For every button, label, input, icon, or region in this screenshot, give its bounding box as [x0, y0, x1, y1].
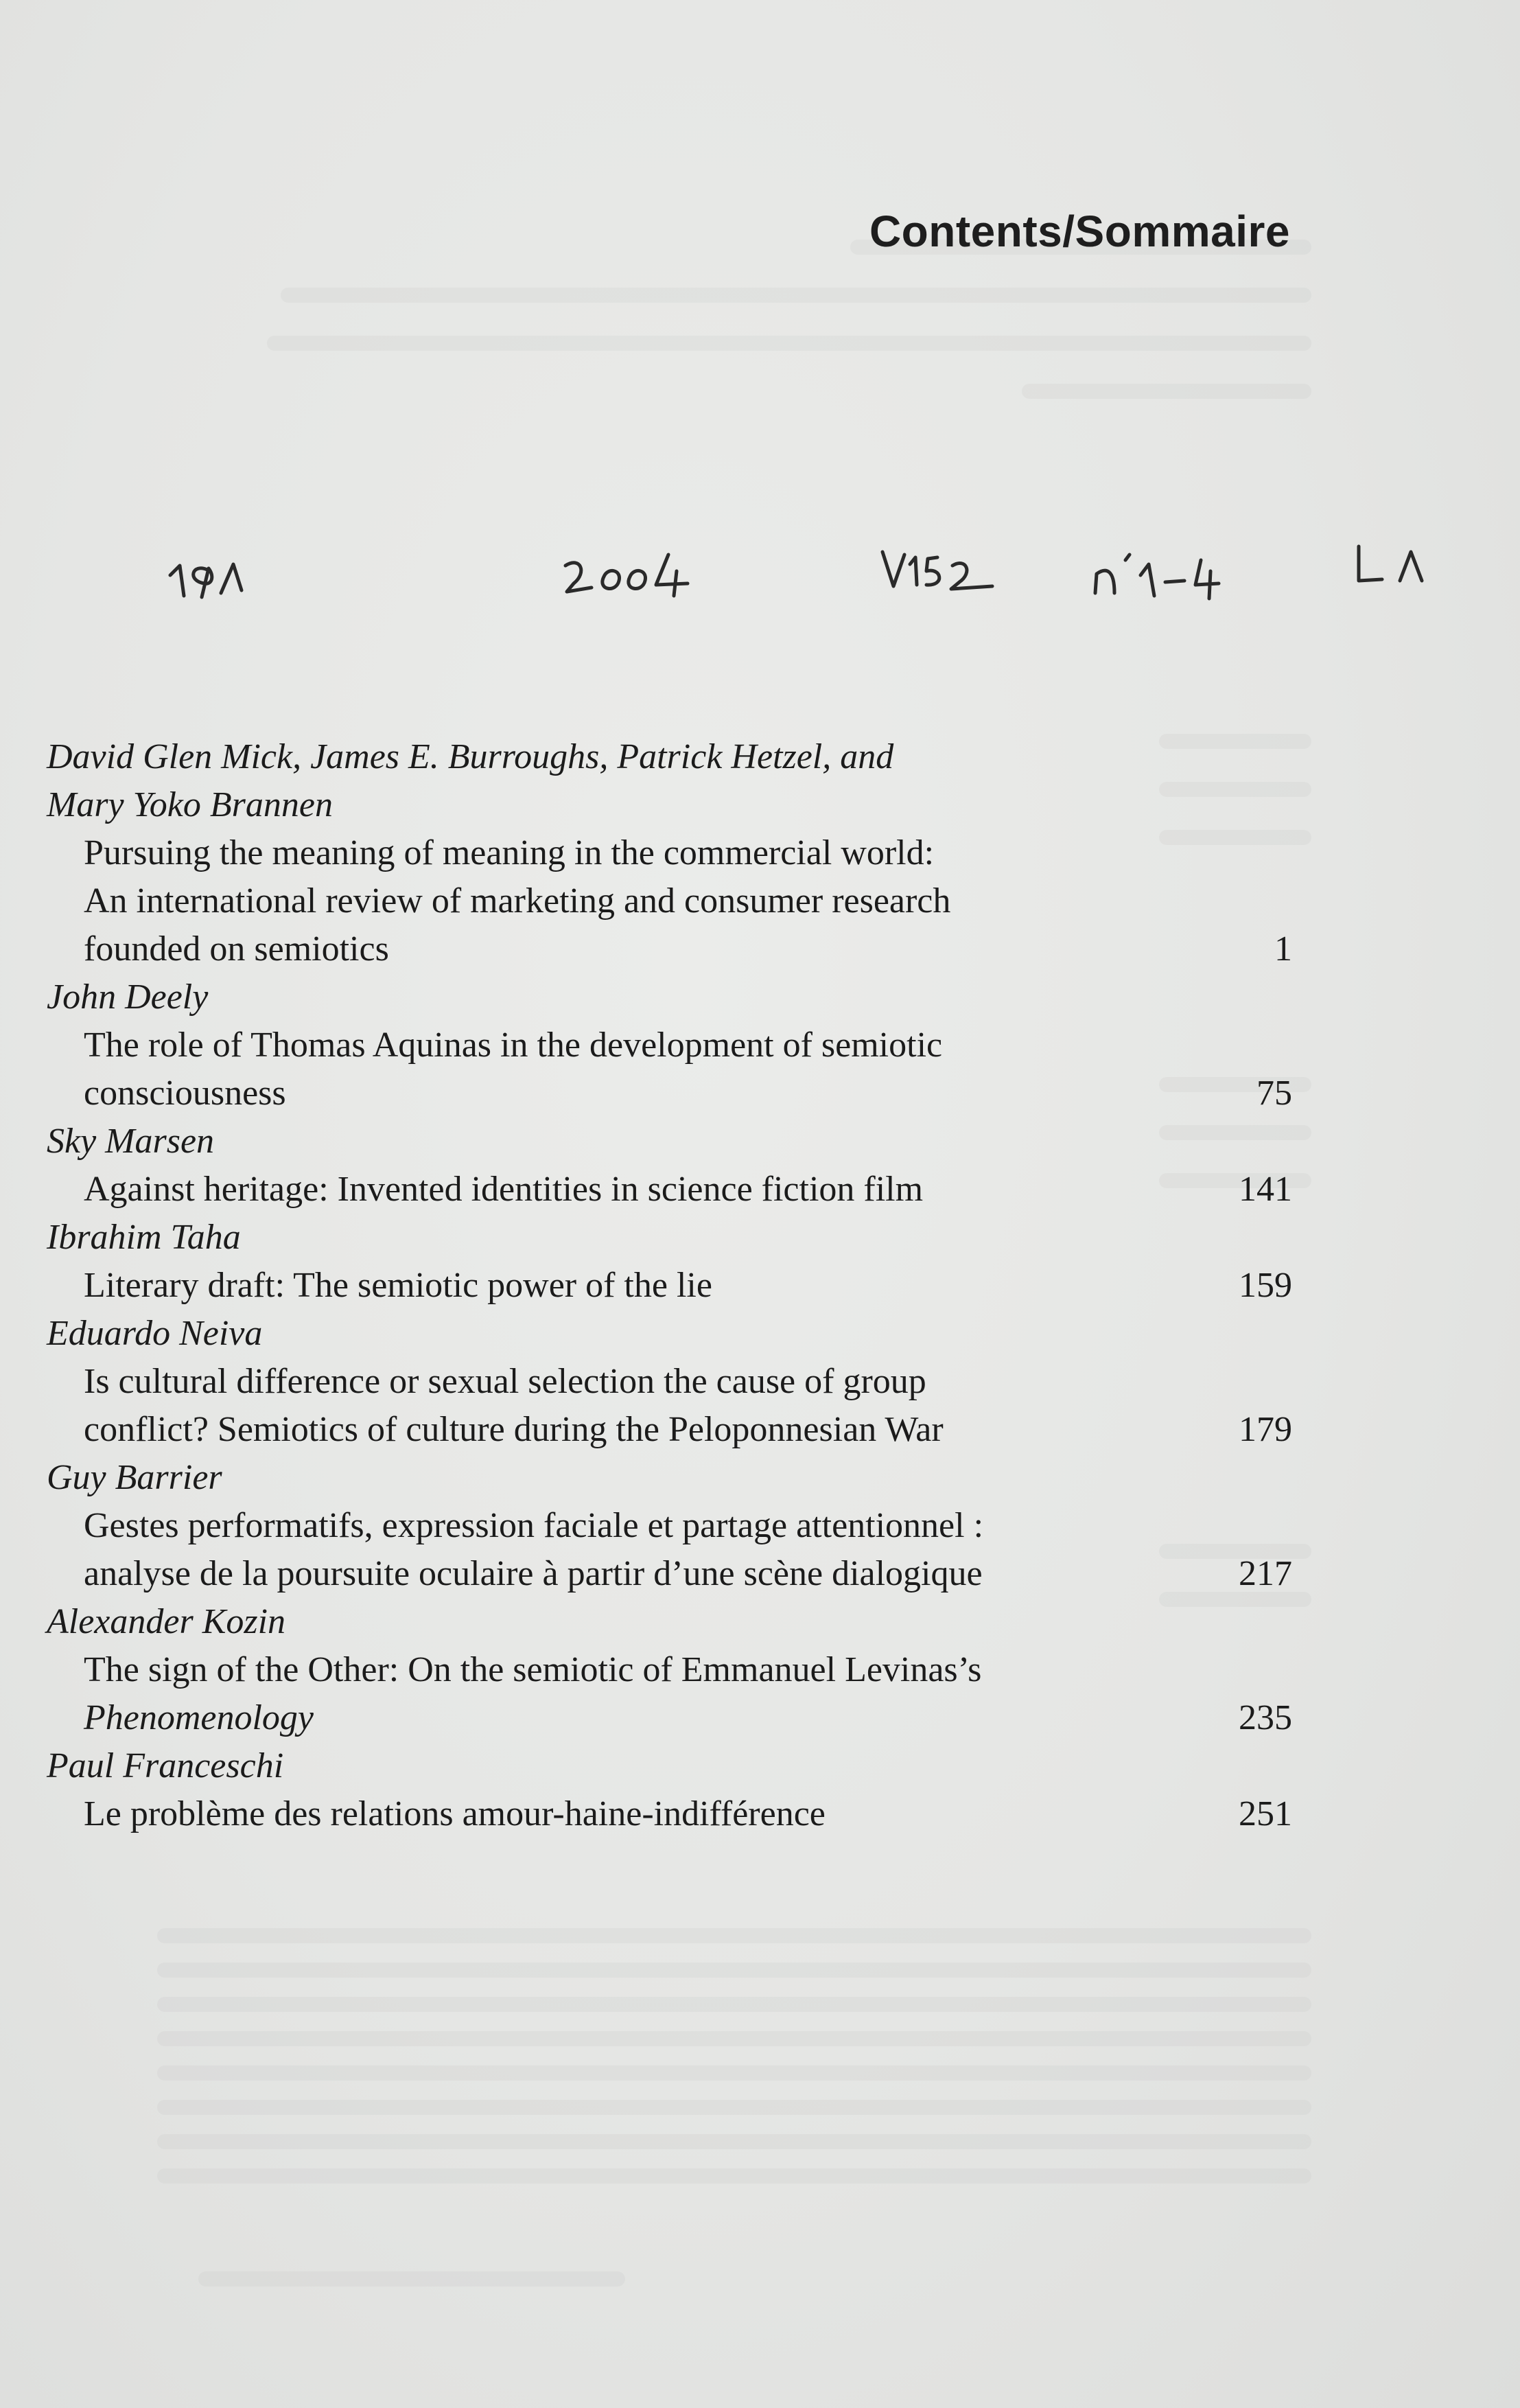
handwritten-note-item — [1359, 546, 1422, 581]
toc-author: Mary Yoko Brannen — [47, 785, 333, 824]
toc-author: Eduardo Neiva — [47, 1314, 263, 1353]
toc-title-text: An international review of marketing and consumer research — [84, 881, 951, 921]
toc-title-text: consciousness — [84, 1074, 286, 1113]
toc-entry — [47, 1742, 1292, 1838]
toc-title-text: Literary draft: The semiotic power of the lie — [84, 1266, 712, 1305]
toc-entry — [47, 973, 1292, 1118]
toc-title-text: Gestes performatifs, expression faciale et partage attentionnel : — [84, 1506, 984, 1545]
toc-entry — [47, 733, 1292, 973]
toc-page-number: 1 — [1274, 929, 1292, 969]
toc-title-text: Is cultural difference or sexual selection the cause of group — [84, 1362, 926, 1401]
handwritten-note — [0, 522, 1520, 611]
toc-title-line — [47, 1021, 1292, 1069]
toc-title-line — [47, 1069, 1292, 1118]
toc-title-line — [47, 877, 1292, 925]
toc-author: Sky Marsen — [47, 1122, 215, 1161]
toc-author: David Glen Mick, James E. Burroughs, Patrick Hetzel, and — [47, 737, 894, 776]
toc-author: Alexander Kozin — [47, 1602, 286, 1641]
toc-title-text: Phenomenology — [84, 1698, 314, 1737]
toc-title-line — [47, 829, 1292, 877]
toc-entry — [47, 1214, 1292, 1310]
toc-title-text: conflict? Semiotics of culture during the Peloponnesian War — [84, 1410, 944, 1449]
page-title: Contents/Sommaire — [869, 207, 1290, 256]
toc-title-line — [47, 1550, 1292, 1598]
toc-title-text: The sign of the Other: On the semiotic of Emmanuel Levinas’s — [84, 1650, 982, 1689]
toc-title-line — [47, 1502, 1292, 1550]
toc-entry — [47, 1454, 1292, 1598]
toc-page-number: 235 — [1239, 1698, 1292, 1737]
toc-title-line — [47, 1790, 1292, 1838]
toc-page-number: 75 — [1256, 1074, 1292, 1113]
toc-page-number: 179 — [1239, 1410, 1292, 1449]
toc-title-line — [47, 925, 1292, 973]
table-of-contents — [47, 733, 1292, 1838]
toc-entry — [47, 1310, 1292, 1454]
toc-entry — [47, 1598, 1292, 1742]
handwritten-note-item — [882, 552, 992, 589]
handwritten-note-item — [170, 564, 242, 597]
handwritten-note-item — [1095, 555, 1219, 599]
toc-page-number: 251 — [1239, 1794, 1292, 1833]
toc-title-text: Pursuing the meaning of meaning in the commercial world: — [84, 833, 935, 872]
toc-title-line — [47, 1646, 1292, 1694]
toc-title-text: Le problème des relations amour-haine-indifférence — [84, 1794, 826, 1833]
toc-author: Paul Franceschi — [47, 1746, 284, 1785]
toc-author: Ibrahim Taha — [47, 1218, 241, 1257]
handwritten-note-item — [565, 555, 688, 596]
toc-title-line — [47, 1694, 1292, 1742]
toc-title-line — [47, 1358, 1292, 1406]
toc-entry — [47, 1118, 1292, 1214]
toc-author: John Deely — [47, 977, 209, 1017]
toc-title-line — [47, 1406, 1292, 1454]
toc-title-text: Against heritage: Invented identities in science fiction film — [84, 1170, 924, 1209]
toc-author: Guy Barrier — [47, 1458, 222, 1497]
toc-title-text: The role of Thomas Aquinas in the development of semiotic — [84, 1026, 943, 1065]
toc-title-line — [47, 1166, 1292, 1214]
toc-title-line — [47, 1262, 1292, 1310]
toc-title-text: analyse de la poursuite oculaire à partir d’une scène dialogique — [84, 1554, 983, 1593]
toc-page-number: 217 — [1239, 1554, 1292, 1593]
toc-title-text: founded on semiotics — [84, 929, 389, 969]
toc-page-number: 159 — [1239, 1266, 1292, 1305]
toc-page-number: 141 — [1239, 1170, 1292, 1209]
